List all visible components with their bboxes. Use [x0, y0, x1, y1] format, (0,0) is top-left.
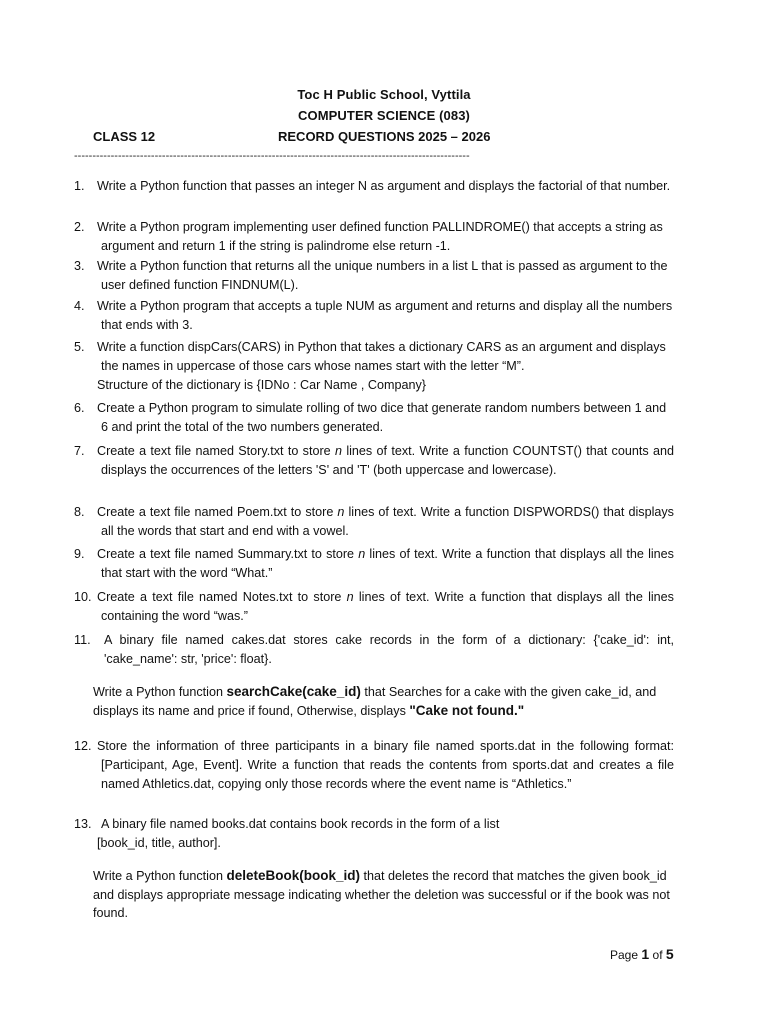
question-number: 12.: [74, 739, 92, 753]
question-1: [74, 177, 674, 196]
divider-line: ------------------------------------------------------------------------------------------------------------: [74, 150, 470, 162]
question-12: [74, 737, 674, 794]
question-text: Write a Python function that returns all the unique numbers in a list L that is passed as argument to the user defined function FINDNUM(L).: [97, 259, 668, 292]
page-word: Page: [610, 948, 639, 962]
question-text: [97, 545, 674, 583]
question-4: [74, 297, 674, 335]
question-8: [74, 503, 674, 541]
question-number: 3.: [74, 259, 85, 273]
question-text-extra: [book_id, title, author].: [97, 836, 221, 850]
question-text: [97, 588, 674, 626]
question-text: [97, 442, 674, 480]
question-text: Store the information of three participants in a binary file named sports.dat in the following format: [Participant, Age, Event]. Write a function that reads the contents from sports.dat and creates a file named Athletics.dat, copying only those records where the event name is “Athletics.”: [97, 739, 674, 791]
page-footer: [610, 946, 674, 962]
question-number: 10.: [74, 590, 92, 604]
text-part: Write a Python function: [93, 869, 227, 883]
question-2: [74, 218, 674, 256]
question-number: 11.: [74, 633, 91, 647]
of-word: of: [652, 948, 663, 962]
question-10: [74, 588, 674, 626]
question-text: [97, 503, 674, 541]
question-6: [74, 399, 674, 437]
record-title: RECORD QUESTIONS 2025 – 2026: [278, 129, 491, 144]
text-part: lines of text. Write a function that displays all the lines that start with the word “What.”: [101, 547, 674, 580]
question-13-detail: [93, 867, 683, 923]
italic-n: n: [337, 505, 345, 519]
text-part: Create a text file named Summary.txt to store: [97, 547, 359, 561]
italic-n: n: [346, 590, 354, 604]
italic-n: n: [358, 547, 366, 561]
question-13: [74, 815, 674, 853]
text-part: that Searches for a cake with the given cake_id, and displays its name and price if found, Otherwise, displays: [93, 685, 657, 718]
question-number: 2.: [74, 220, 85, 234]
question-text: Write a Python program implementing user defined function PALLINDROME() that accepts a string as argument and return 1 if the string is palindrome else return -1.: [97, 220, 663, 253]
question-text: Write a Python function that passes an integer N as argument and displays the factorial of that number.: [97, 179, 671, 193]
question-number: 5.: [74, 340, 85, 354]
text-part: Create a text file named Poem.txt to store: [97, 505, 338, 519]
question-text: Write a function dispCars(CARS) in Python that takes a dictionary CARS as an argument and displays the names in uppercase of those cars whose names start with the letter “M”.: [97, 340, 666, 373]
question-text: A binary file named books.dat contains book records in the form of a list: [101, 817, 500, 831]
question-number: 4.: [74, 299, 85, 313]
question-number: 13.: [74, 817, 92, 831]
question-text: A binary file named cakes.dat stores cake records in the form of a dictionary: {'cake_id': int, 'cake_name': str, 'price': float}.: [104, 633, 674, 666]
question-11-detail: [93, 683, 683, 720]
question-7: [74, 442, 674, 480]
italic-n: n: [334, 444, 342, 458]
message-text: "Cake not found.": [409, 702, 525, 718]
question-number: 6.: [74, 401, 85, 415]
text-part: Create a text file named Notes.txt to store: [97, 590, 347, 604]
text-part: that deletes the record that matches the given book_id and displays appropriate message indicating whether the deletion was successful or if the book was not found.: [93, 869, 670, 920]
question-number: 8.: [74, 505, 85, 519]
text-part: lines of text. Write a function COUNTST() that counts and displays the occurrences of the letters 'S' and 'T' (both uppercase and lowercase).: [101, 444, 674, 477]
total-pages: 5: [665, 946, 674, 962]
question-number: 7.: [74, 444, 85, 458]
question-text-extra: Structure of the dictionary is {IDNo : Car Name , Company}: [97, 378, 426, 392]
text-part: Write a Python function: [93, 685, 227, 699]
question-9: [74, 545, 674, 583]
school-name: Toc H Public School, Vyttila: [297, 87, 471, 102]
question-text: Create a Python program to simulate rolling of two dice that generate random numbers between 1 and 6 and print the total of the two numbers generated.: [97, 401, 667, 434]
class-label: CLASS 12: [93, 129, 156, 144]
question-3: [74, 257, 674, 295]
function-name: searchCake(cake_id): [226, 684, 361, 699]
question-text: Write a Python program that accepts a tuple NUM as argument and returns and display all the numbers that ends with 3.: [97, 299, 673, 332]
question-5: [74, 338, 674, 395]
page-number: 1: [641, 946, 650, 962]
question-11: [74, 631, 674, 669]
question-number: 9.: [74, 547, 85, 561]
function-name: deleteBook(book_id): [226, 868, 360, 883]
text-part: Create a text file named Story.txt to store: [97, 444, 335, 458]
question-number: 1.: [74, 179, 85, 193]
text-part: lines of text. Write a function that displays all the lines containing the word “was.”: [101, 590, 674, 623]
text-part: lines of text. Write a function DISPWORDS() that displays all the words that start and end with a vowel.: [101, 505, 674, 538]
subject-title: COMPUTER SCIENCE (083): [298, 108, 470, 123]
